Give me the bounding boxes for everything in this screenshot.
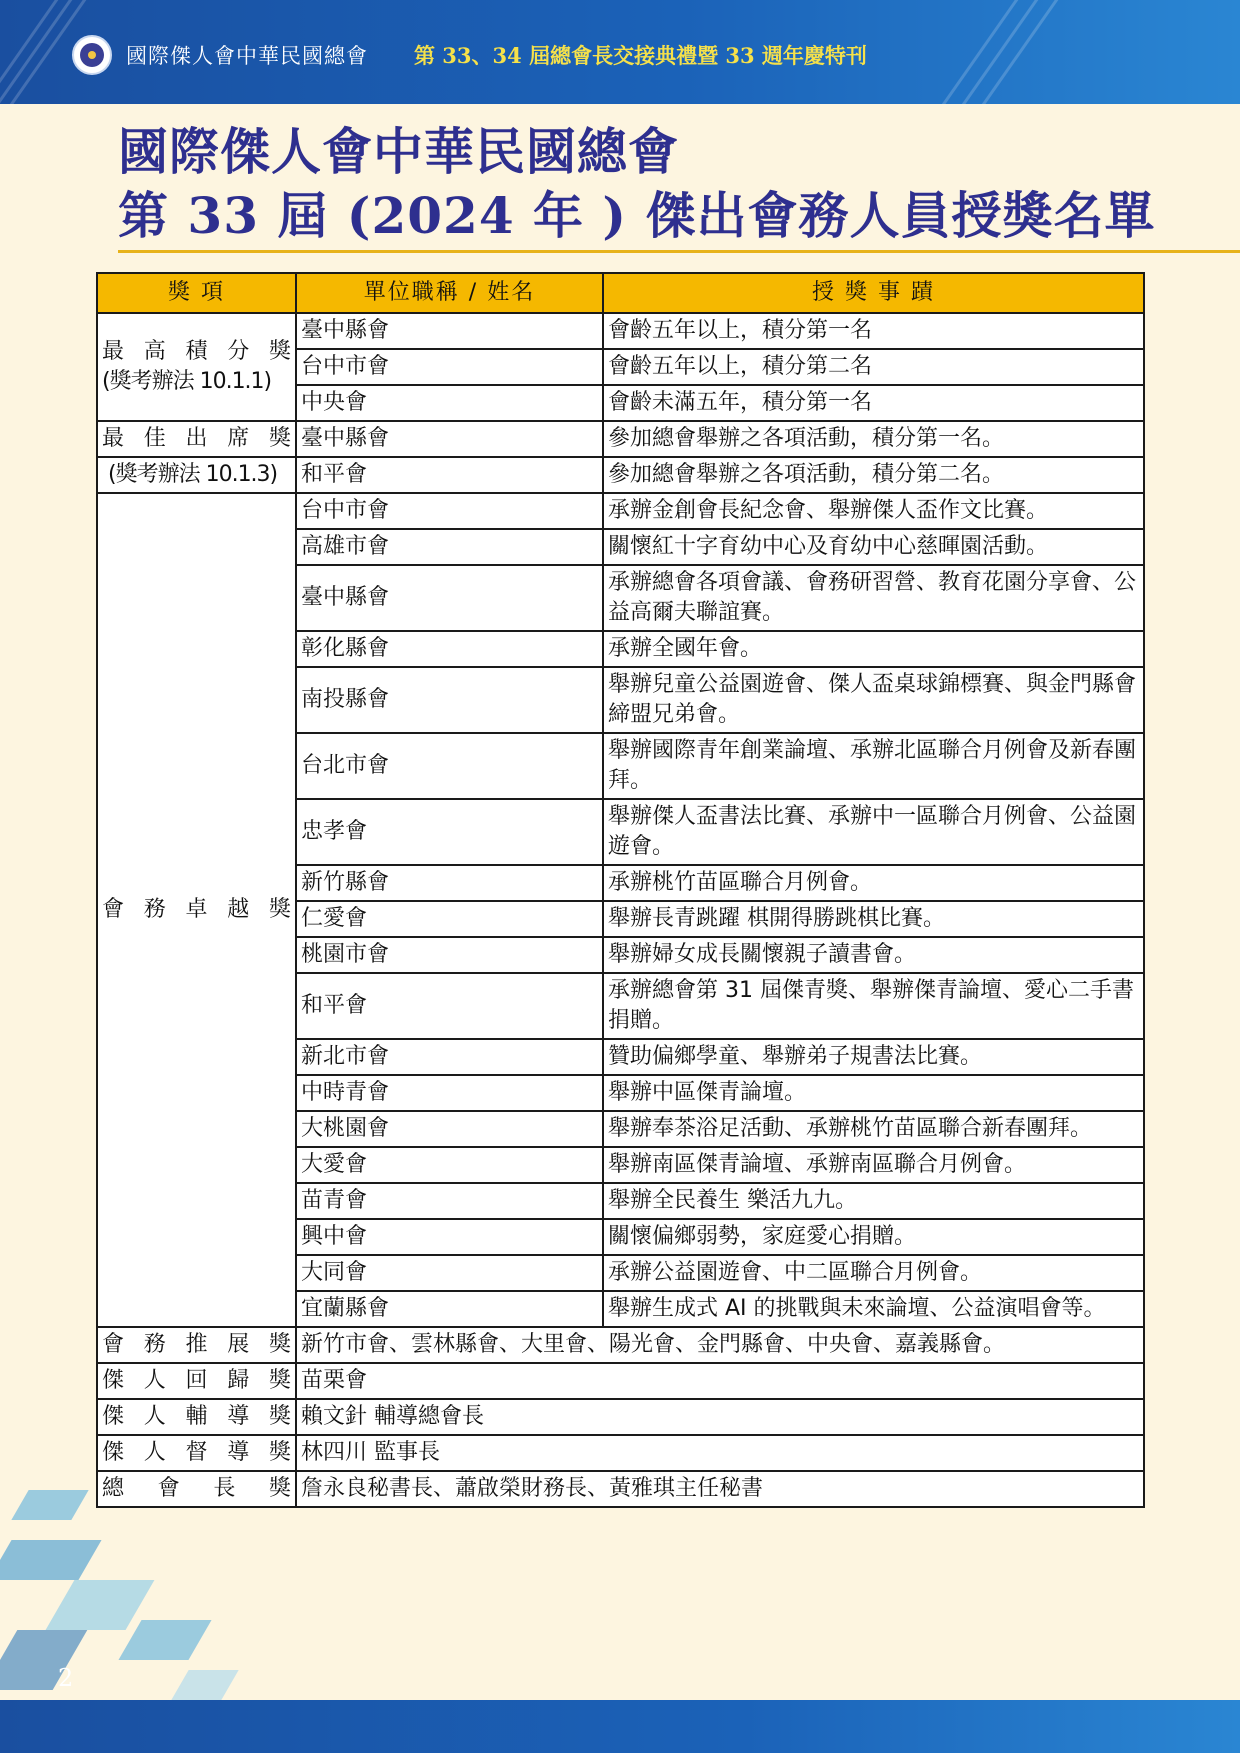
deed-cell: 承辦總會第 31 屆傑青獎、舉辦傑青論壇、愛心二手書捐贈。 [603,973,1144,1039]
unit-cell: 台中市會 [296,349,603,385]
deed-cell: 會齡五年以上，積分第一名 [603,313,1144,349]
award-category-attendance: 最佳出席獎 [97,421,296,457]
unit-cell: 仁愛會 [296,901,603,937]
deed-cell: 承辦桃竹苗區聯合月例會。 [603,865,1144,901]
header-issue-title: 第 33、34 屆總會長交接典禮暨 33 週年慶特刊 [414,43,867,68]
page-number: 2 [58,1664,74,1692]
unit-cell: 桃園市會 [296,937,603,973]
deed-cell: 承辦總會各項會議、會務研習營、教育花園分享會、公益高爾夫聯誼賽。 [603,565,1144,631]
deed-cell: 關懷偏鄉弱勢，家庭愛心捐贈。 [603,1219,1144,1255]
decorative-corner-graphic [0,1470,300,1710]
table-row [97,1363,1144,1399]
award-category-president: 總會長獎 [97,1471,296,1507]
unit-cell: 台中市會 [296,493,603,529]
unit-cell: 興中會 [296,1219,603,1255]
table-row [97,1327,1144,1363]
award-category-top-score [97,313,296,421]
deed-cell: 承辦公益園遊會、中二區聯合月例會。 [603,1255,1144,1291]
award-category-supervision: 傑人督導獎 [97,1435,296,1471]
recipients-cell: 新竹市會、雲林縣會、大里會、陽光會、金門縣會、中央會、嘉義縣會。 [296,1327,1144,1363]
unit-cell: 中時青會 [296,1075,603,1111]
unit-cell: 中央會 [296,385,603,421]
deed-cell: 舉辦婦女成長關懷親子讀書會。 [603,937,1144,973]
deed-cell: 參加總會舉辦之各項活動，積分第一名。 [603,421,1144,457]
deed-cell: 贊助偏鄉學童、舉辦弟子規書法比賽。 [603,1039,1144,1075]
award-rule-label: (獎考辦法 10.1.1) [102,369,272,394]
unit-cell: 苗青會 [296,1183,603,1219]
award-category-return: 傑人回歸獎 [97,1363,296,1399]
deed-cell: 承辦全國年會。 [603,631,1144,667]
header-deeds: 授 獎 事 蹟 [603,273,1144,313]
unit-cell: 和平會 [296,973,603,1039]
unit-cell: 宜蘭縣會 [296,1291,603,1327]
deed-cell: 舉辦長青跳躍 棋開得勝跳棋比賽。 [603,901,1144,937]
footer-band [0,1700,1240,1753]
title-divider [118,250,1240,253]
header-band [0,0,1240,104]
association-logo-icon [72,35,112,75]
page-title-line2: 第 33 屆 (2024 年 ) 傑出會務人員授獎名單 [118,186,1156,245]
deed-cell: 舉辦奉茶浴足活動、承辦桃竹苗區聯合新春團拜。 [603,1111,1144,1147]
deed-cell: 舉辦傑人盃書法比賽、承辦中一區聯合月例會、公益園遊會。 [603,799,1144,865]
header-org-name: 國際傑人會中華民國總會 [126,44,368,68]
deed-cell: 參加總會舉辦之各項活動，積分第二名。 [603,457,1144,493]
recipients-cell: 詹永良秘書長、蕭啟榮財務長、黃雅琪主任秘書 [296,1471,1144,1507]
unit-cell: 大同會 [296,1255,603,1291]
awards-table [96,272,1145,1508]
page-title-line1: 國際傑人會中華民國總會 [118,122,679,181]
unit-cell: 和平會 [296,457,603,493]
award-category-guidance: 傑人輔導獎 [97,1399,296,1435]
deed-cell: 舉辦中區傑青論壇。 [603,1075,1144,1111]
deed-cell: 舉辦全民養生 樂活九九。 [603,1183,1144,1219]
table-row [97,457,1144,493]
unit-cell: 彰化縣會 [296,631,603,667]
recipients-cell: 賴文針 輔導總會長 [296,1399,1144,1435]
recipients-cell: 林四川 監事長 [296,1435,1144,1471]
table-row [97,421,1144,457]
unit-cell: 新竹縣會 [296,865,603,901]
unit-cell: 高雄市會 [296,529,603,565]
unit-cell: 新北市會 [296,1039,603,1075]
table-row [97,1435,1144,1471]
deed-cell: 舉辦生成式 AI 的挑戰與未來論壇、公益演唱會等。 [603,1291,1144,1327]
award-category-excellence: 會務卓越獎 [97,493,296,1327]
deed-cell: 會齡五年以上，積分第二名 [603,349,1144,385]
unit-cell: 台北市會 [296,733,603,799]
recipients-cell: 苗栗會 [296,1363,1144,1399]
unit-cell: 臺中縣會 [296,421,603,457]
deed-cell: 舉辦兒童公益園遊會、傑人盃桌球錦標賽、與金門縣會締盟兄弟會。 [603,667,1144,733]
deed-cell: 舉辦國際青年創業論壇、承辦北區聯合月例會及新春團拜。 [603,733,1144,799]
unit-cell: 南投縣會 [296,667,603,733]
header-unit: 單位職稱 / 姓名 [296,273,603,313]
table-row [97,313,1144,349]
table-row [97,1399,1144,1435]
unit-cell: 大桃園會 [296,1111,603,1147]
deed-cell: 承辦金創會長紀念會、舉辦傑人盃作文比賽。 [603,493,1144,529]
award-category-promotion: 會務推展獎 [97,1327,296,1363]
table-row [97,493,1144,529]
deed-cell: 舉辦南區傑青論壇、承辦南區聯合月例會。 [603,1147,1144,1183]
unit-cell: 忠孝會 [296,799,603,865]
table-header-row [97,273,1144,313]
deed-cell: 會齡未滿五年，積分第一名 [603,385,1144,421]
award-rule-attendance: (獎考辦法 10.1.3) [97,457,296,493]
award-category-label: 最高積分獎 [102,339,291,364]
unit-cell: 臺中縣會 [296,313,603,349]
unit-cell: 大愛會 [296,1147,603,1183]
header-award: 獎 項 [97,273,296,313]
unit-cell: 臺中縣會 [296,565,603,631]
deed-cell: 關懷紅十字育幼中心及育幼中心慈暉園活動。 [603,529,1144,565]
